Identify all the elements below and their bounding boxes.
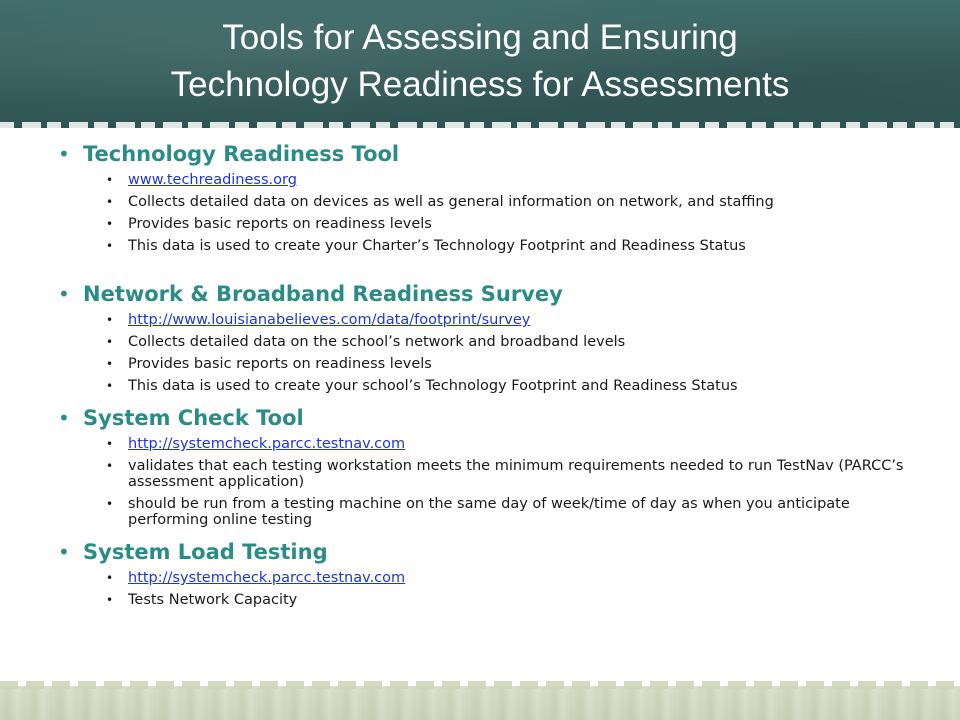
bullet-text: Collects detailed data on devices as well as general information on network, and staffing (128, 194, 774, 210)
section-network-broadband-survey (58, 278, 918, 394)
list-item (106, 436, 918, 452)
section-heading-row (58, 402, 918, 434)
content-area (58, 138, 918, 614)
bullet-text: validates that each testing workstation meets the minimum requirements needed to run TestNav (PARCC’s assessment application) (128, 458, 904, 490)
bullet-icon: • (106, 335, 114, 349)
bullet-icon: • (106, 357, 114, 371)
list-item (106, 378, 918, 394)
bullet-text: This data is used to create your Charter’s Technology Footprint and Readiness Status (128, 238, 746, 254)
section-heading-row (58, 536, 918, 568)
title-band (0, 0, 960, 128)
bullet-text: This data is used to create your school’s Technology Footprint and Readiness Status (128, 378, 738, 394)
list-item (106, 592, 918, 608)
bullet-icon: • (106, 497, 114, 511)
list-item (106, 356, 918, 372)
bullet-icon: • (106, 379, 114, 393)
list-item (106, 238, 918, 254)
list-item (106, 194, 918, 210)
sub-bullet-list (58, 172, 918, 254)
section-heading: System Load Testing (83, 540, 328, 564)
section-system-check-tool (58, 402, 918, 528)
sub-bullet-list (58, 312, 918, 394)
bullet-text: Tests Network Capacity (128, 592, 298, 608)
list-item (106, 172, 918, 188)
section-heading-row (58, 138, 918, 170)
techreadiness-link[interactable]: www.techreadiness.org (128, 172, 297, 188)
section-heading: Network & Broadband Readiness Survey (83, 282, 563, 306)
heading-bullet-icon: • (58, 406, 70, 430)
section-heading: Technology Readiness Tool (83, 142, 400, 166)
bullet-text: should be run from a testing machine on the same day of week/time of day as when you anticipate performing online testing (128, 496, 850, 528)
bullet-text: Provides basic reports on readiness levels (128, 216, 432, 232)
sub-bullet-list (58, 570, 918, 608)
slide-title (40, 14, 920, 108)
footer-strip (0, 686, 960, 720)
slide-title-line-1: Tools for Assessing and Ensuring (222, 18, 738, 57)
sub-bullet-list (58, 436, 918, 528)
list-item (106, 216, 918, 232)
bullet-icon: • (106, 173, 114, 187)
footprint-survey-link[interactable]: http://www.louisianabelieves.com/data/footprint/survey (128, 312, 531, 328)
bullet-icon: • (106, 313, 114, 327)
heading-bullet-icon: • (58, 142, 70, 166)
bullet-icon: • (106, 437, 114, 451)
list-item (106, 458, 918, 490)
bullet-text: Provides basic reports on readiness levels (128, 356, 432, 372)
list-item (106, 334, 918, 350)
bullet-text: Collects detailed data on the school’s network and broadband levels (128, 334, 626, 350)
bullet-icon: • (106, 217, 114, 231)
systemcheck-link[interactable]: http://systemcheck.parcc.testnav.com (128, 436, 406, 452)
section-system-load-testing (58, 536, 918, 608)
load-testing-link[interactable]: http://systemcheck.parcc.testnav.com (128, 570, 406, 586)
list-item (106, 496, 918, 528)
section-heading: System Check Tool (83, 406, 304, 430)
heading-bullet-icon: • (58, 540, 70, 564)
list-item (106, 312, 918, 328)
bullet-icon: • (106, 459, 114, 473)
bullet-icon: • (106, 239, 114, 253)
heading-bullet-icon: • (58, 282, 70, 306)
list-item (106, 570, 918, 586)
bullet-icon: • (106, 195, 114, 209)
bullet-icon: • (106, 571, 114, 585)
bullet-icon: • (106, 593, 114, 607)
section-heading-row (58, 278, 918, 310)
slide-title-line-2: Technology Readiness for Assessments (170, 65, 790, 104)
section-technology-readiness-tool (58, 138, 918, 254)
